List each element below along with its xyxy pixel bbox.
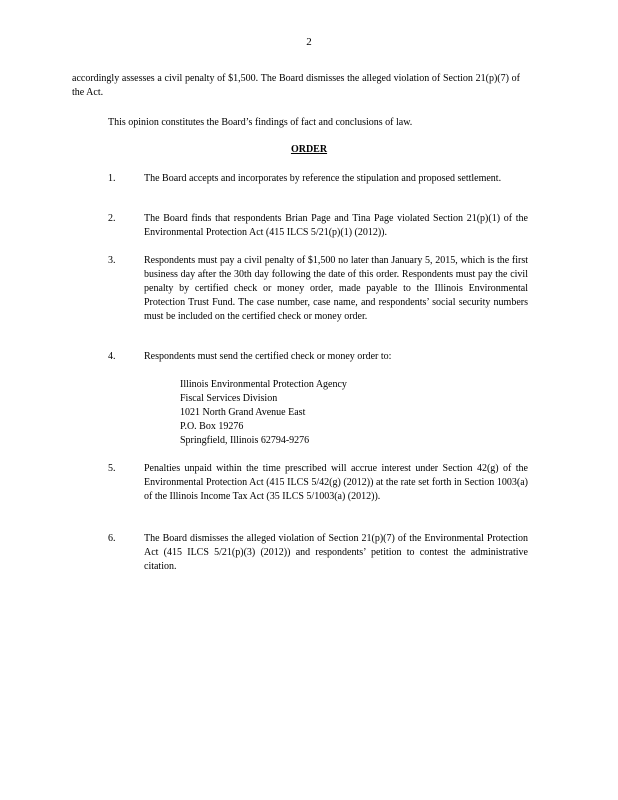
opinion-statement: This opinion constitutes the Board’s findings of fact and conclusions of law. bbox=[108, 117, 413, 128]
address-line: 1021 North Grand Avenue East bbox=[180, 407, 306, 418]
intro-paragraph: accordingly assesses a civil penalty of $1,500. The Board dismisses the alleged violation of Section 21(p)(7) of the Act. bbox=[72, 73, 520, 98]
order-item-number: 5. bbox=[108, 463, 116, 474]
address-line: P.O. Box 19276 bbox=[180, 421, 244, 432]
order-item-number: 3. bbox=[108, 255, 116, 266]
order-item-number: 2. bbox=[108, 213, 116, 224]
order-item-number: 1. bbox=[108, 173, 116, 184]
order-item-text: Respondents must pay a civil penalty of $1,500 no later than January 5, 2015, which is the first business day after the 30th day following the date of this order. Respondents must pay the civil penalty by certified check or money order, made payable to the Illinois Environmental Protection Trust Fund. The case number, case name, and respondents’ social security numbers must be included on the certified check or money order. bbox=[144, 255, 528, 322]
order-item-number: 6. bbox=[108, 533, 116, 544]
address-line: Fiscal Services Division bbox=[180, 393, 278, 404]
order-heading: ORDER bbox=[290, 144, 328, 155]
order-item-text: Respondents must send the certified check or money order to: bbox=[144, 351, 392, 362]
order-item-number: 4. bbox=[108, 351, 116, 362]
order-item-text: The Board accepts and incorporates by reference the stipulation and proposed settlement. bbox=[144, 173, 502, 184]
order-item-text: The Board finds that respondents Brian Page and Tina Page violated Section 21(p)(1) of the Environmental Protection Act (415 ILCS 5/21(p)(1) (2012)). bbox=[144, 213, 528, 238]
page-number: 2 bbox=[306, 36, 312, 48]
address-line: Illinois Environmental Protection Agency bbox=[180, 379, 347, 390]
mailing-address bbox=[180, 378, 347, 448]
order-item-text: The Board dismisses the alleged violation of Section 21(p)(7) of the Environmental Protection Act (415 ILCS 5/21(p)(3) (2012)) and respondents’ petition to contest the administrative citation. bbox=[144, 533, 528, 572]
address-line: Springfield, Illinois 62794-9276 bbox=[180, 435, 310, 446]
order-item-text: Penalties unpaid within the time prescribed will accrue interest under Section 42(g) of the Environmental Protection Act (415 ILCS 5/42(g) (2012)) at the rate set forth in Section 1003(a) of the Illinois Income Tax Act (35 ILCS 5/1003(a) (2012)). bbox=[144, 463, 528, 502]
